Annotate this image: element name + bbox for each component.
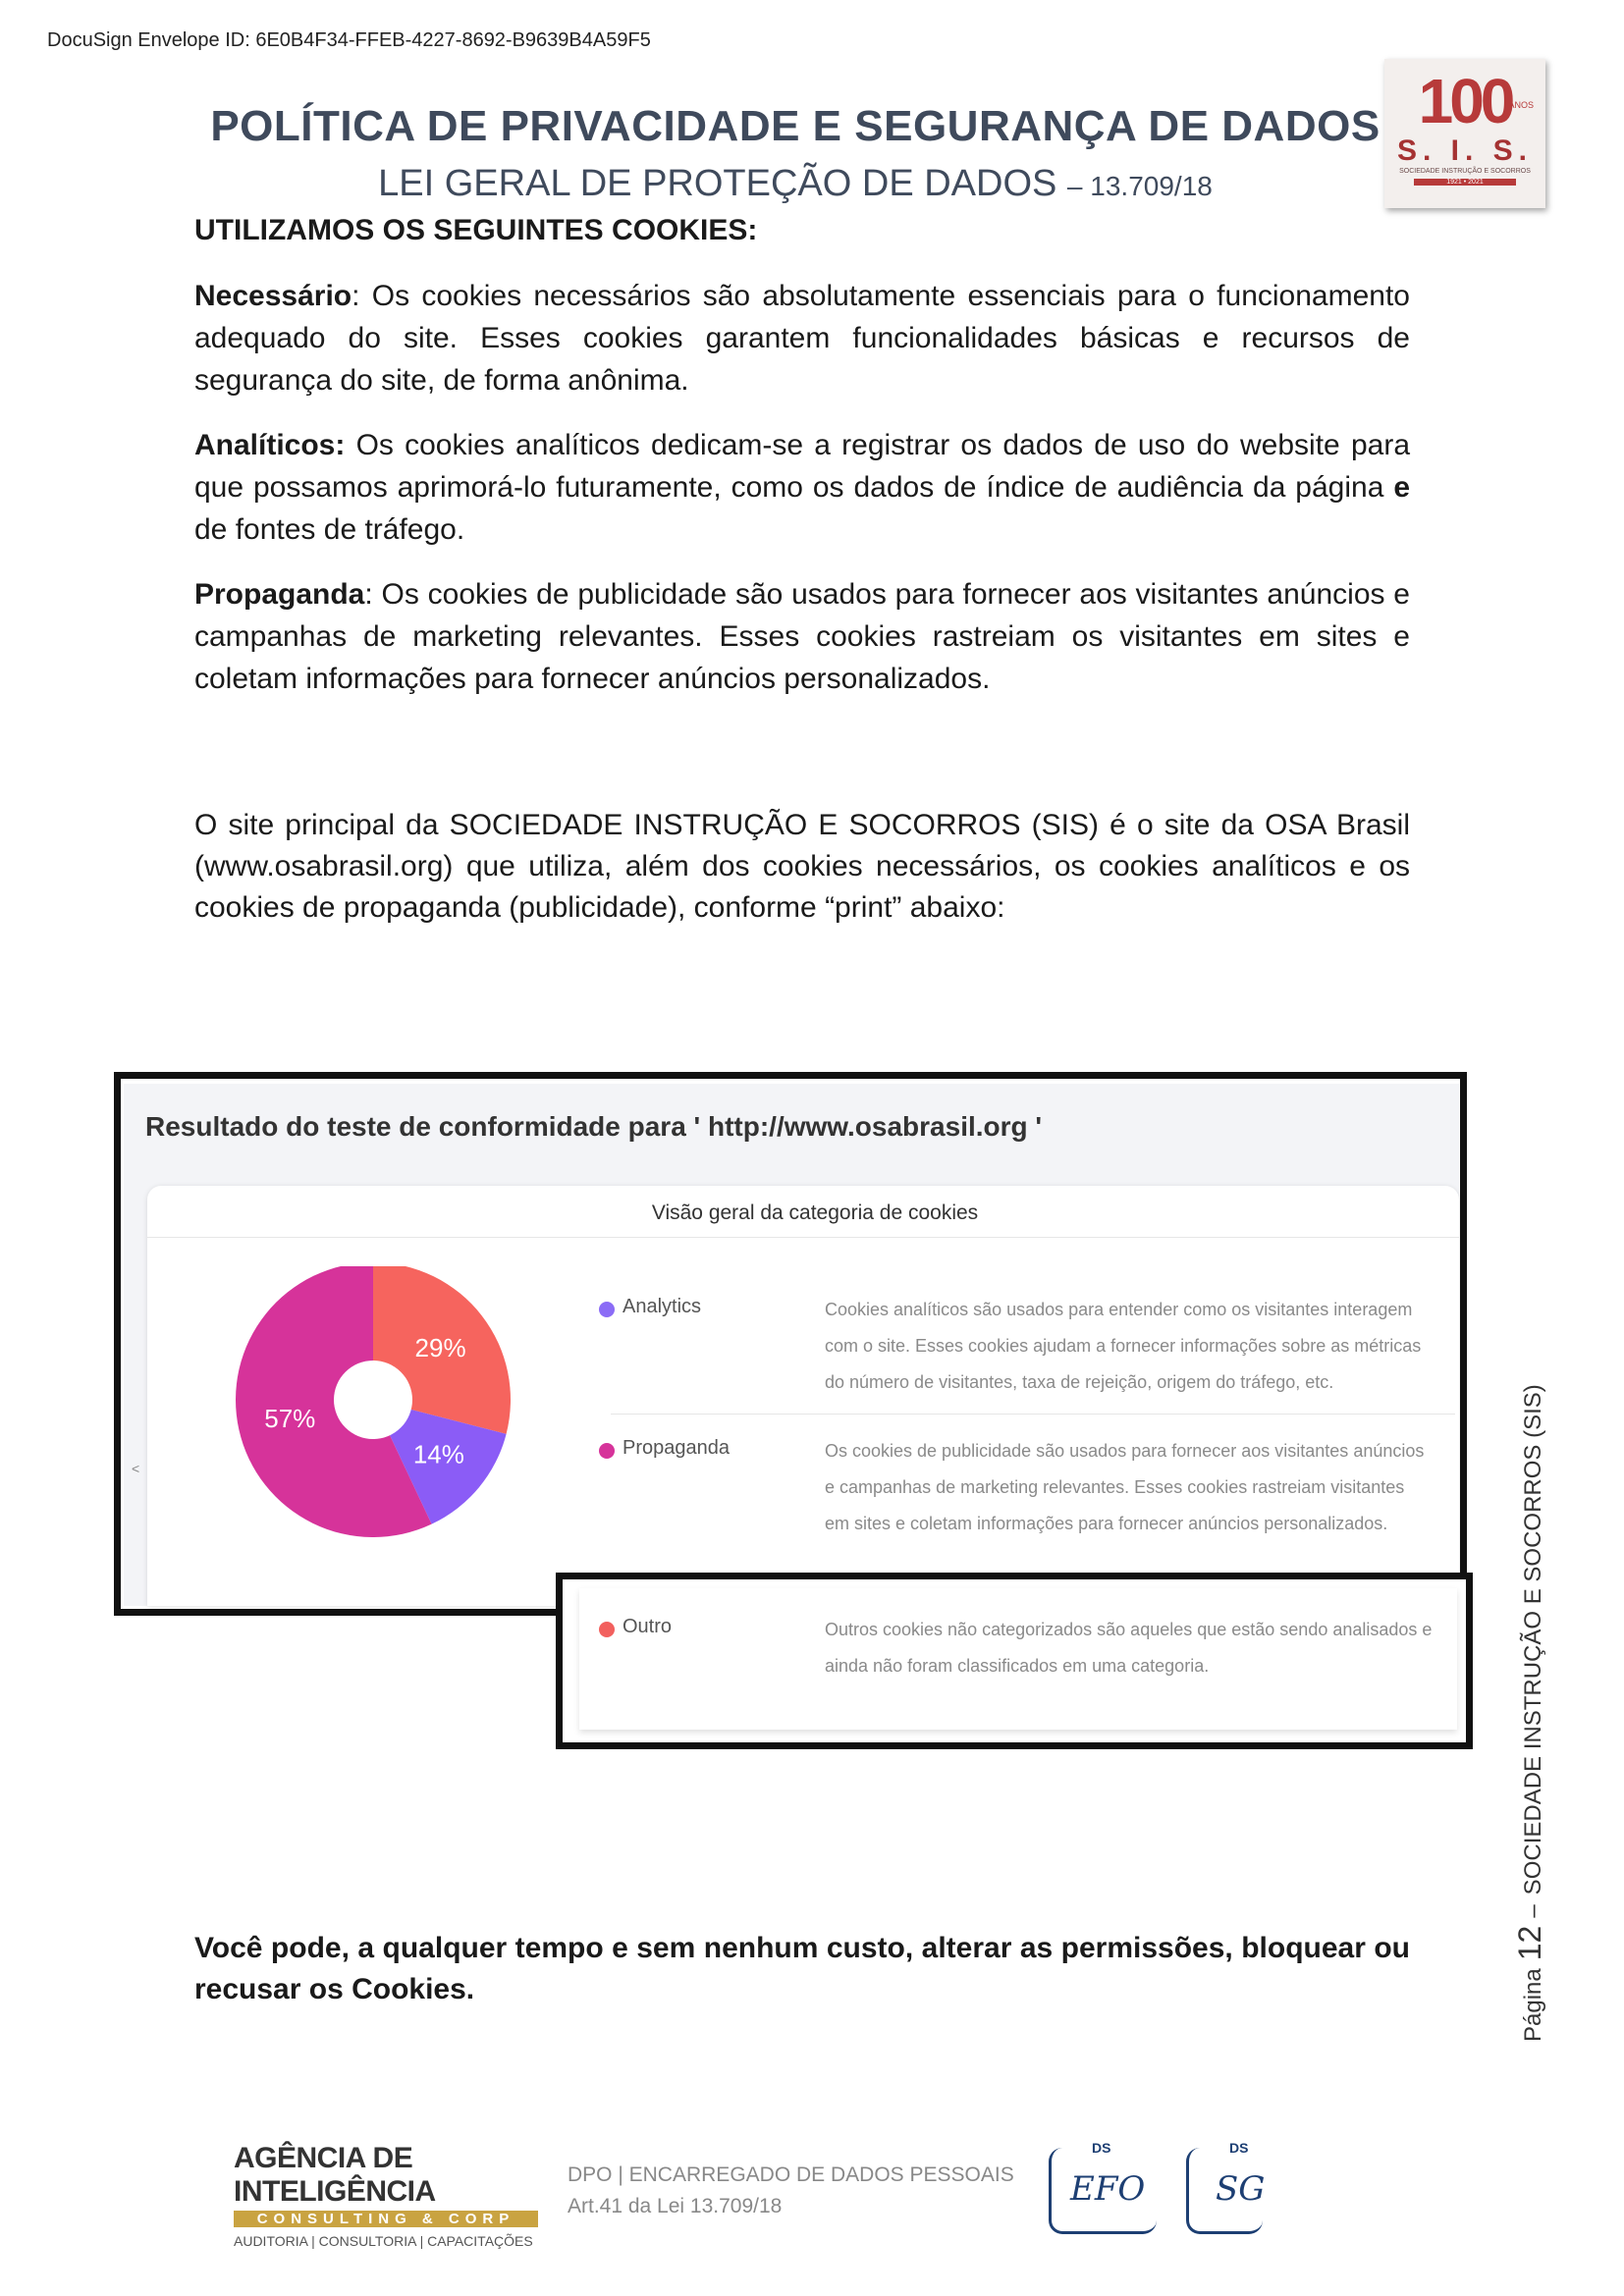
footer-dpo-law: Art.41 da Lei 13.709/18 bbox=[568, 2195, 783, 2217]
card-divider bbox=[147, 1237, 1459, 1238]
legend-description-line: em sites e coletam informações para fornecer anúncios personalizados. bbox=[825, 1514, 1388, 1533]
side-dash: – bbox=[1520, 1904, 1546, 1918]
text-analiticos-1: Os cookies analíticos dedicam-se a registrar os dados de uso do website para que possamos aprimorá-lo futuramente, como os dados de índice de audiência da página bbox=[194, 429, 1410, 504]
logo-name: S. I. S. bbox=[1396, 134, 1534, 167]
subtitle-law: – 13.709/18 bbox=[1066, 171, 1213, 201]
legend-label: Analytics bbox=[623, 1296, 702, 1317]
legend-description-line: Os cookies de publicidade são usados para fornecer aos visitantes anúncios bbox=[825, 1441, 1425, 1461]
paragraph-site: O site principal da SOCIEDADE INSTRUÇÃO E SOCORROS (SIS) é o site da OSA Brasil (www.osabrasil.org) que utiliza, além dos cookies necessários, os cookies analíticos e os cookies de propaganda (publicidade), conforme “print” abaixo: bbox=[194, 809, 1410, 924]
legend-description-line: Cookies analíticos são usados para entender como os visitantes interagem bbox=[825, 1300, 1413, 1319]
collapse-chevron-icon: < bbox=[132, 1461, 140, 1476]
term-necessario: Necessário bbox=[194, 280, 352, 312]
page-label: Página bbox=[1520, 1968, 1546, 2042]
text-necessario: : Os cookies necessários são absolutamente essenciais para o funcionamento adequado do site. Esses cookies garantem funcionalidades básicas e recursos de segurança do site, de forma anônima. bbox=[194, 280, 1410, 397]
cookies-heading: UTILIZAMOS OS SEGUINTES COOKIES: bbox=[194, 214, 758, 246]
side-org: SOCIEDADE INSTRUÇÃO E SOCORROS (SIS) bbox=[1520, 1384, 1546, 1896]
legend-dot-0 bbox=[599, 1302, 615, 1317]
term-propaganda: Propaganda bbox=[194, 578, 365, 611]
footer-dpo-title: DPO | ENCARREGADO DE DADOS PESSOAIS bbox=[568, 2163, 1014, 2186]
logo-anos: ANOS bbox=[1508, 100, 1534, 110]
document-title: POLÍTICA DE PRIVACIDADE E SEGURANÇA DE DADOS bbox=[210, 102, 1380, 150]
category-overview-title: Visão geral da categoria de cookies bbox=[651, 1201, 979, 1224]
footer-dpo bbox=[568, 2160, 1014, 2222]
page-number: 12 bbox=[1512, 1925, 1547, 1961]
legend-dot-2 bbox=[599, 1622, 615, 1637]
paragraph-propaganda bbox=[194, 573, 1410, 700]
initials-efo: EFO bbox=[1070, 2169, 1146, 2209]
subtitle-text: LEI GERAL DE PROTEÇÃO DE DADOS bbox=[378, 163, 1057, 204]
docusign-envelope-id: DocuSign Envelope ID: 6E0B4F34-FFEB-4227-8692-B9639B4A59F5 bbox=[47, 29, 651, 51]
text-analiticos-2: de fontes de tráfego. bbox=[194, 513, 465, 546]
pie-label-analytics: 14% bbox=[412, 1439, 464, 1469]
logo-number: 100 bbox=[1418, 66, 1512, 136]
legend-description-line: ainda não foram classificados em uma categoria. bbox=[825, 1656, 1210, 1676]
document-subtitle bbox=[157, 163, 1434, 205]
text-analiticos-e: e bbox=[1393, 471, 1410, 504]
legend-description-line: Outros cookies não categorizados são aqueles que estão sendo analisados e bbox=[825, 1620, 1433, 1639]
footer-logo-consulting: CONSULTING & CORP bbox=[234, 2211, 538, 2227]
pie-center-hole bbox=[334, 1361, 412, 1439]
page-side-label bbox=[1512, 1276, 1547, 2042]
agencia-inteligencia-logo bbox=[234, 2142, 538, 2249]
legend-separator bbox=[611, 1414, 1455, 1415]
compliance-result-title: Resultado do teste de conformidade para ' http://www.osabrasil.org ' bbox=[145, 1111, 1043, 1142]
term-analiticos: Analíticos: bbox=[194, 429, 346, 461]
ds-label: DS bbox=[1225, 2140, 1252, 2156]
text-propaganda: : Os cookies de publicidade são usados para fornecer aos visitantes anúncios e campanhas de marketing relevantes. Esses cookies rastreiam os visitantes em sites e coletam informações para fornecer anúncios personalizados. bbox=[194, 578, 1410, 695]
paragraph-necessario bbox=[194, 275, 1410, 401]
closing-statement: Você pode, a qualquer tempo e sem nenhum custo, alterar as permissões, bloquear ou recusar os Cookies. bbox=[194, 1932, 1410, 2005]
sis-100-years-logo bbox=[1384, 59, 1545, 208]
legend-description-line: e campanhas de marketing relevantes. Esses cookies rastreiam visitantes bbox=[825, 1477, 1405, 1497]
legend-dot-1 bbox=[599, 1443, 615, 1459]
legend-label: Outro bbox=[623, 1616, 673, 1637]
pie-top-clip bbox=[236, 1260, 511, 1266]
legend-label: Propaganda bbox=[623, 1437, 730, 1459]
ds-label: DS bbox=[1088, 2140, 1114, 2156]
initials-sg: SG bbox=[1216, 2169, 1266, 2209]
legend-description-line: com o site. Esses cookies ajudam a fornecer informações sobre as métricas bbox=[825, 1336, 1422, 1356]
cookie-category-pie-chart bbox=[236, 1260, 511, 1575]
pie-label-propaganda: 57% bbox=[264, 1403, 316, 1433]
legend-description-line: do número de visitantes, taxa de rejeição, origem do tráfego, etc. bbox=[825, 1372, 1334, 1392]
logo-years: 1921 • 2021 bbox=[1414, 179, 1516, 186]
paragraph-analiticos bbox=[194, 424, 1410, 551]
pie-label-outro: 29% bbox=[414, 1332, 466, 1362]
footer-logo-services: AUDITORIA | CONSULTORIA | CAPACITAÇÕES bbox=[234, 2233, 533, 2249]
footer-logo-name: AGÊNCIA DE INTELIGÊNCIA bbox=[234, 2142, 436, 2208]
logo-tagline: SOCIEDADE INSTRUÇÃO E SOCORROS bbox=[1399, 168, 1531, 175]
